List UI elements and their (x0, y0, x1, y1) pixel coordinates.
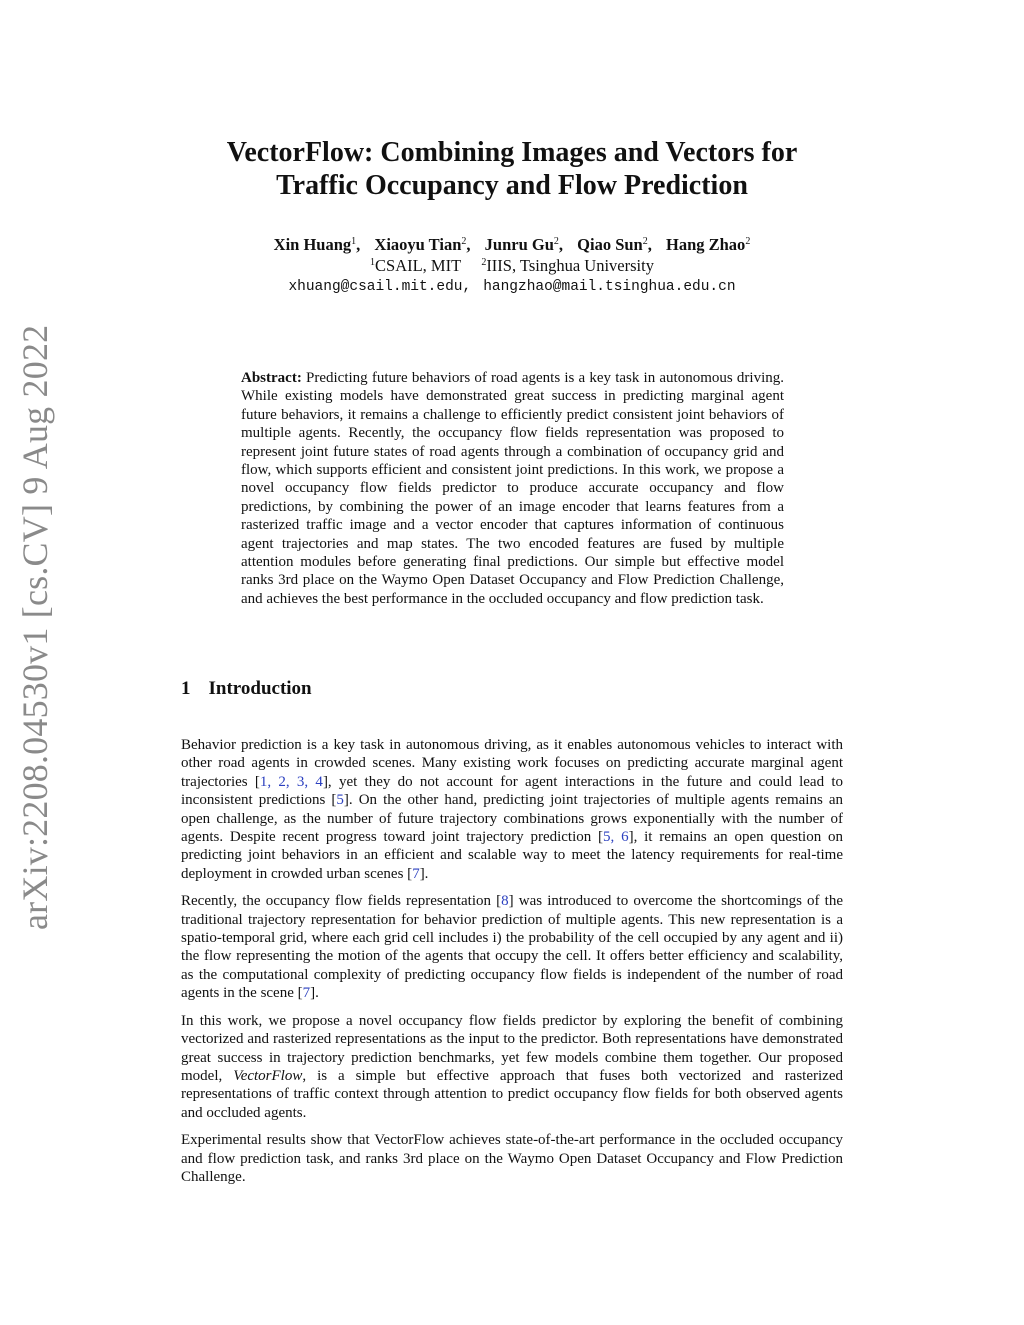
citation-link[interactable]: 5 (336, 792, 344, 809)
author-emails (150, 277, 874, 298)
author-affil-mark: 2 (642, 236, 648, 247)
citation-link[interactable]: 8 (501, 893, 509, 910)
affiliations (150, 255, 874, 276)
affiliation: $^1$CSAIL, MIT (370, 256, 462, 275)
author-name: Qiao Sun (577, 235, 643, 254)
email: xhuang@csail.mit.edu, (288, 279, 472, 295)
title-line-1: VectorFlow: Combining Images and Vectors for (226, 137, 798, 168)
email: hangzhao@mail.tsinghua.edu.cn (483, 279, 736, 295)
arxiv-identifier: arXiv:2208.04530v1 [cs.CV] 9 Aug 2022 (15, 324, 55, 930)
citation-link[interactable]: 1, 2, 3, 4 (259, 773, 323, 790)
affiliation: $^2$IIIS, Tsinghua University (481, 256, 654, 275)
title-line-2: Traffic Occupancy and Flow Prediction (276, 170, 748, 201)
author-block (150, 234, 874, 298)
author-name: Xin Huang (273, 235, 352, 254)
abstract-label: Abstract: (241, 370, 302, 386)
introduction-body (181, 736, 843, 1195)
abstract-text: Predicting future behaviors of road agents is a key task in autonomous driving. While existing models have demonstrated great success in predicting marginal agent future behaviors, it remains a challenge to efficiently predict consistent joint behaviors of multiple agents. Recently, the occupancy flow fields representation was proposed to represent joint future states of road agents through a combination of occupancy grid and flow, which supports efficient and consistent joint predictions. In this work, we propose a novel occupancy flow fields predictor to produce accurate occupancy and flow predictions, by combining the power of an image encoder that learns features from a rasterized traffic image and a vector encoder that captures information of continuous agent trajectories and map states. The two encoded features are fused by multiple attention modules before generating final predictions. Our simple but effective model ranks 3rd place on the Waymo Open Dataset Occupancy and Flow Prediction Challenge, and achieves the best performance in the occluded occupancy and flow prediction task. (241, 370, 784, 607)
paragraph: Experimental results show that VectorFlow achieves state-of-the-art performance in the occluded occupancy and flow prediction task, and ranks 3rd place on the Waymo Open Dataset Occupancy and Flow Prediction Challenge. (181, 1132, 843, 1185)
abstract (241, 369, 784, 608)
author-names: Xin Huang$^1$, Xiaoyu Tian$^2$, Junru Gu$^2$, Qiao Sun$^2$, Hang Zhao$^2$ (273, 235, 751, 254)
paragraph: Recently, the occupancy flow fields representation [8] was introduced to overcome the shortcomings of the traditional trajectory representation for behavior prediction of multiple agents. This new representation is a spatio-temporal grid, where each grid cell includes i) the probability of the cell occupied by any agent and ii) the flow representing the motion of the agents that occupy the cell. It offers better efficiency and scalability, as the computational complexity of predicting occupancy flow fields is independent of the number of road agents in the scene [7]. (181, 893, 844, 1002)
model-name: VectorFlow (233, 1067, 303, 1084)
author-affil-mark: 1 (351, 236, 357, 247)
author-affil-mark: 2 (461, 236, 467, 247)
author-name: Xiaoyu Tian (374, 235, 462, 254)
author-affil-mark: 2 (745, 236, 751, 247)
citation-link[interactable]: 7 (412, 865, 420, 882)
paragraph: Behavior prediction is a key task in autonomous driving, as it enables autonomous vehicles to interact with other road agents in crowded scenes. Many existing work focuses on predicting accurate marginal agent trajectories [1, 2, 3, 4], yet they do not account for agent interactions in the future and could lead to inconsistent predictions [5]. On the other hand, predicting joint trajectories of multiple agents remains an open challenge, as the number of future trajectory combinations grows exponentially with the number of agents. Despite recent progress toward joint trajectory prediction [5, 6], it remains an open question on predicting joint behaviors in an efficient and scalable way to meet the latency requirements for real-time deployment in crowded urban scenes [7]. (181, 737, 844, 882)
author-affil-mark: 2 (553, 236, 559, 247)
paragraph: In this work, we propose a novel occupancy flow fields predictor by exploring the benefit of combining vectorized and rasterized representations as the input to the predictor. Both representations have demonstrated great success in trajectory prediction benchmarks, yet few models combine them together. Our proposed model, VectorFlow, is a simple but effective approach that fuses both vectorized and rasterized representations of traffic context through attention to predict occupancy flow fields for both observed agents and occluded agents. (181, 1012, 843, 1121)
paper-title (150, 136, 874, 202)
citation-link[interactable]: 7 (302, 985, 311, 1002)
section-number: 1 (181, 678, 191, 699)
section-heading (181, 678, 312, 700)
author-name: Junru Gu (484, 235, 554, 254)
section-title: Introduction (208, 678, 312, 699)
citation-link[interactable]: 5, 6 (603, 829, 629, 846)
author-name: Hang Zhao (665, 235, 746, 254)
